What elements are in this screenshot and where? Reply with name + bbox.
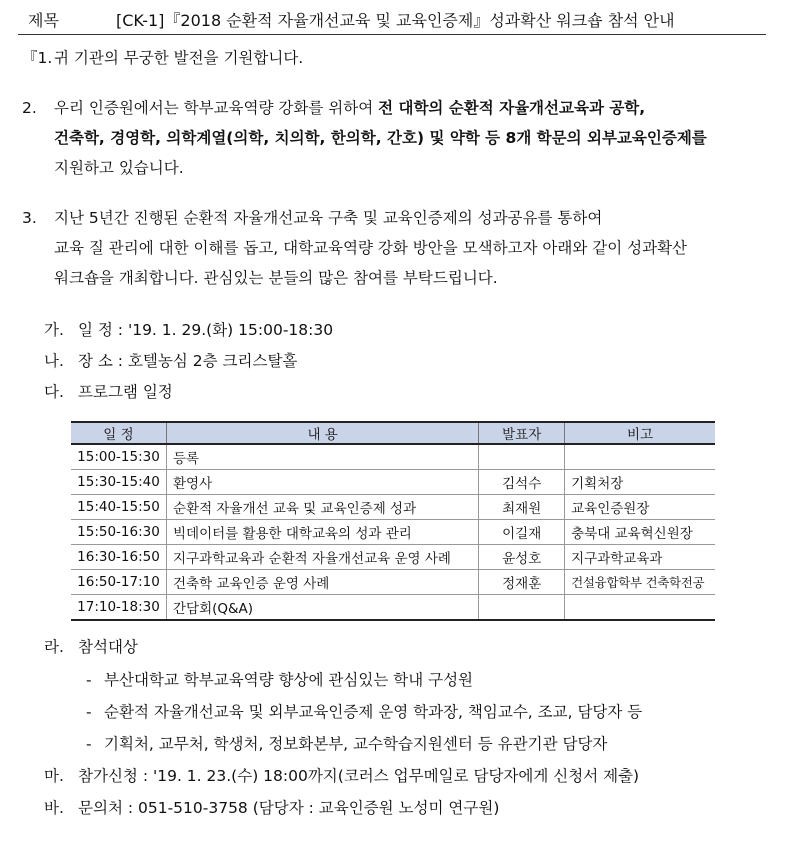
event-place-text: 장 소 : 호텔농심 2층 크리스탈홀 [78,352,298,370]
row-content: 환영사 [166,470,478,495]
row-note: 지구과학교육과 [565,545,715,570]
schedule-header-row [71,422,715,444]
paragraph-2-line-3: 지원하고 있습니다. [54,159,184,177]
paragraph-3-line-3: 워크숍을 개최합니다. 관심있는 분들의 많은 참여를 부탁드립니다. [54,269,498,287]
row-content: 등록 [166,444,478,470]
paragraph-2-line-1-bold: 전 대학의 순환적 자율개선교육과 공학, [378,99,646,117]
schedule-table [71,421,715,621]
contact-text: 문의처 : 051-510-3758 (담당자 : 교육인증원 노성미 연구원) [78,799,500,817]
table-row [71,595,715,621]
row-content: 순환적 자율개선 교육 및 교육인증제 성과 [166,495,478,520]
row-time: 16:30-16:50 [71,545,166,570]
row-speaker [479,444,565,470]
paragraph-1-number: 『1. [22,49,53,67]
row-time: 15:40-15:50 [71,495,166,520]
dash-icon: - [86,671,92,689]
row-time: 15:00-15:30 [71,444,166,470]
subject-label: 제목 [28,11,59,30]
dash-icon: - [86,735,92,753]
row-content: 지구과학교육과 순환적 자율개선교육 운영 사례 [166,545,478,570]
row-note: 교육인증원장 [565,495,715,520]
table-row [71,570,715,595]
row-content: 간담회(Q&A) [166,595,478,621]
list-item: - 기획처, 교무처, 학생처, 정보화본부, 교수학습지원센터 등 유관기관 담당자 [86,729,607,759]
paragraph-3-line-1: 지난 5년간 진행된 순환적 자율개선교육 구축 및 교육인증제의 성과공유를 통하여 [54,209,603,227]
paragraph-2-line-2: 건축학, 경영학, 의학계열(의학, 치의학, 한의학, 간호) 및 약학 등 8개 학문의 외부교육인증제를 [54,129,707,147]
program-heading: 다. 프로그램 일정 [44,383,173,401]
table-row [71,444,715,470]
list-item: - 부산대학교 학부교육역량 향상에 관심있는 학내 구성원 [86,665,473,695]
document-title-row [18,6,766,35]
paragraph-3-number: 3. [22,209,37,227]
table-row [71,545,715,570]
row-speaker: 김석수 [479,470,565,495]
row-time: 15:50-16:30 [71,520,166,545]
row-speaker: 이길재 [479,520,565,545]
attendees-title: 참석대상 [78,638,138,656]
list-item: - 순환적 자율개선교육 및 외부교육인증제 운영 학과장, 책임교수, 조교, 담당자 등 [86,697,642,727]
header-time: 일 정 [71,422,166,444]
header-speaker: 발표자 [479,422,565,444]
paragraph-2-line-1: 우리 인증원에서는 학부교육역량 강화를 위하여 [54,99,379,117]
row-speaker [479,595,565,621]
registration-text: 참가신청 : '19. 1. 23.(수) 18:00까지(코러스 업무메일로 담당자에게 신청서 제출) [78,767,640,785]
dash-icon: - [86,703,92,721]
row-speaker: 최재원 [479,495,565,520]
row-note [565,595,715,621]
row-time: 17:10-18:30 [71,595,166,621]
attendees-heading: 라. 참석대상 [44,638,138,656]
paragraph-3-line-2: 교육 질 관리에 대한 이해를 돕고, 대학교육역량 강화 방안을 모색하고자 아래와 같이 성과확산 [54,239,688,257]
row-note: 기획처장 [565,470,715,495]
row-speaker: 정재훈 [479,570,565,595]
header-content: 내 용 [166,422,478,444]
row-note: 건설융합학부 건축학전공 [565,570,715,595]
paragraph-3 [22,203,687,293]
event-date: 가. 일 정 : '19. 1. 29.(화) 15:00-18:30 [44,321,334,339]
event-place: 나. 장 소 : 호텔농심 2층 크리스탈홀 [44,352,298,370]
row-content: 건축학 교육인증 운영 사례 [166,570,478,595]
paragraph-1 [22,43,303,73]
row-speaker: 윤성호 [479,545,565,570]
row-content: 빅데이터를 활용한 대학교육의 성과 관리 [166,520,478,545]
table-row [71,470,715,495]
row-time: 15:30-15:40 [71,470,166,495]
paragraph-2 [22,93,707,183]
paragraph-1-text: 귀 기관의 무궁한 발전을 기원합니다. [54,49,304,67]
contact-info: 바. 문의처 : 051-510-3758 (담당자 : 교육인증원 노성미 연구원) [44,799,500,817]
paragraph-2-number: 2. [22,99,37,117]
program-heading-text: 프로그램 일정 [78,383,173,401]
document-title: [CK-1]『2018 순환적 자율개선교육 및 교육인증제』성과확산 워크숍 참석 안내 [116,11,675,30]
table-row [71,495,715,520]
header-note: 비고 [565,422,715,444]
row-note [565,444,715,470]
table-row [71,520,715,545]
event-date-text: 일 정 : '19. 1. 29.(화) 15:00-18:30 [78,321,334,339]
row-note: 충북대 교육혁신원장 [565,520,715,545]
row-time: 16:50-17:10 [71,570,166,595]
registration-info: 마. 참가신청 : '19. 1. 23.(수) 18:00까지(코러스 업무메일로 담당자에게 신청서 제출) [44,767,640,785]
